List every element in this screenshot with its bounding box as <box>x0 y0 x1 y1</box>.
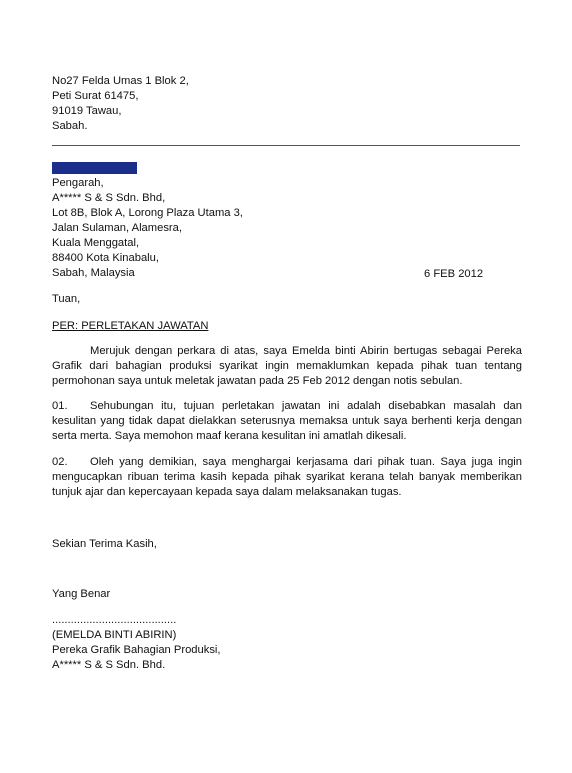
signature-dotted-line: ........................................ <box>52 614 177 626</box>
paragraph-text: Oleh yang demikian, saya menghargai kerjasama dari pihak tuan. Saya juga ingin mengucapkan ribuan terima kasih kepada pihak syarikat kerana telah banyak memberikan tunjuk ajar dan kepercayaan kepada saya dalam melaksanakan tugas. <box>52 456 522 499</box>
paragraph-number: 02. <box>52 456 68 468</box>
recipient-address-line: Lot 8B, Blok A, Lorong Plaza Utama 3, <box>52 207 243 219</box>
closing-line: Sekian Terima Kasih, <box>52 538 157 550</box>
subject-text: PER: PERLETAKAN JAWATAN <box>52 320 209 332</box>
sign-off: Yang Benar <box>52 588 111 600</box>
recipient-name-line <box>52 161 522 176</box>
sender-address-line: No27 Felda Umas 1 Blok 2, <box>52 75 189 87</box>
recipient-address <box>52 161 522 281</box>
recipient-address-line: Pengarah, <box>52 177 104 189</box>
letter-date: 6 FEB 2012 <box>424 268 484 280</box>
paragraph-01 <box>52 399 522 445</box>
recipient-name-highlight: Encik Ben Wong <box>53 162 136 174</box>
signatory-name: (EMELDA BINTI ABIRIN) <box>52 629 177 641</box>
paragraph-intro <box>52 344 522 390</box>
divider-line <box>52 145 520 146</box>
paragraph-text: Merujuk dengan perkara di atas, saya Emelda binti Abirin bertugas sebagai Pereka Grafik dari bahagian produksi syarikat ingin memaklumkan kepada pihak tuan tentang permohonan saya untuk meletak jawatan pada 25 Feb 2012 dengan notis sebulan. <box>52 345 522 388</box>
salutation: Tuan, <box>52 293 81 305</box>
signatory-block <box>52 628 522 673</box>
recipient-address-line: Sabah, Malaysia <box>52 267 135 279</box>
signatory-company: A***** S & S Sdn. Bhd. <box>52 659 166 671</box>
paragraph-02 <box>52 455 522 501</box>
paragraph-number: 01. <box>52 400 68 412</box>
recipient-address-line: Kuala Menggatal, <box>52 237 140 249</box>
recipient-address-line: 88400 Kota Kinabalu, <box>52 252 159 264</box>
sender-address-line: Peti Surat 61475, <box>52 90 139 102</box>
recipient-address-line: A***** S & S Sdn. Bhd, <box>52 192 166 204</box>
sender-address <box>52 74 522 134</box>
sender-address-line: Sabah. <box>52 120 88 132</box>
subject-line <box>52 319 522 334</box>
sender-address-line: 91019 Tawau, <box>52 105 122 117</box>
recipient-address-line: Jalan Sulaman, Alamesra, <box>52 222 182 234</box>
paragraph-text: Sehubungan itu, tujuan perletakan jawatan ini adalah disebabkan masalah dan kesulitan yang tidak dapat dielakkan seterusnya memaksa untuk saya berhenti kerja dengan serta merta. Saya memohon maaf kerana kesulitan ini amatlah dikesali. <box>52 400 522 443</box>
signatory-title: Pereka Grafik Bahagian Produksi, <box>52 644 221 656</box>
